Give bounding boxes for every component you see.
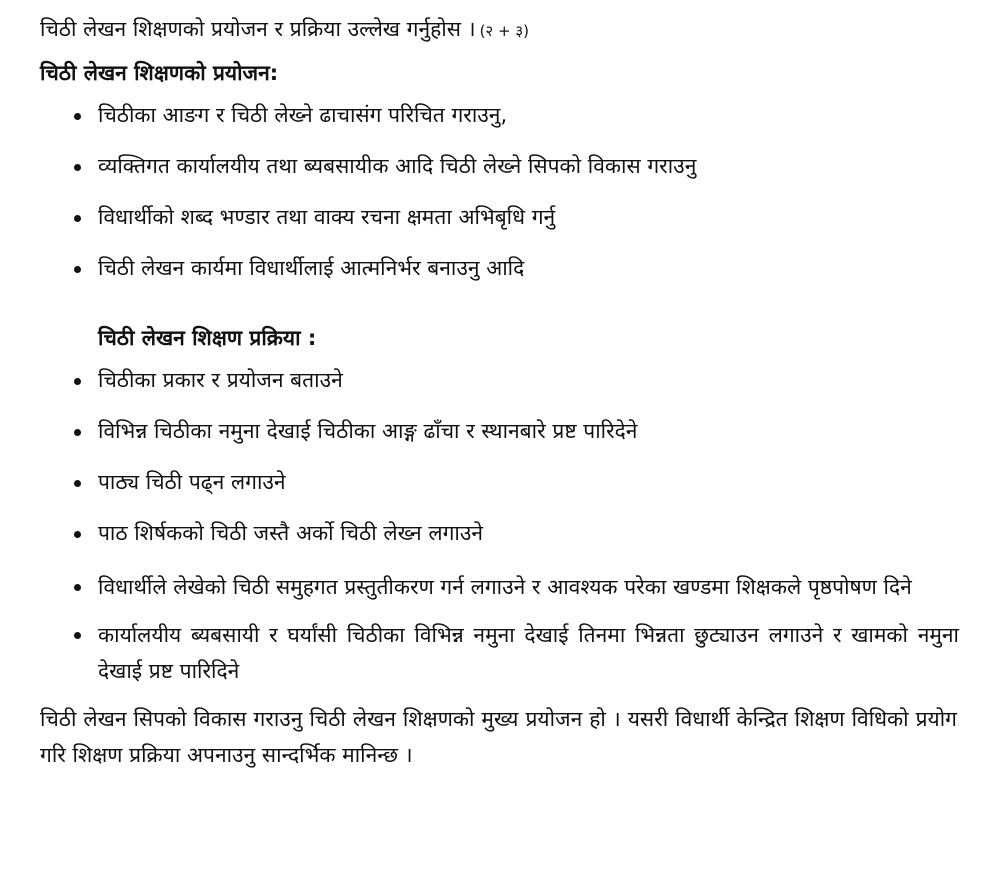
process-heading: चिठी लेखन शिक्षण प्रक्रिया :: [98, 326, 317, 350]
bullet-icon: [74, 632, 81, 639]
list-item-text: पाठ शिर्षकको चिठी जस्तै अर्को चिठी लेख्न लगाउने: [98, 521, 483, 545]
list-item: [40, 202, 959, 232]
list-item: [40, 100, 959, 130]
list-item: [40, 617, 959, 689]
list-item: [40, 569, 959, 605]
bullet-icon: [74, 531, 81, 538]
bullet-icon: [74, 378, 81, 385]
list-item-text: चिठीका प्रकार र प्रयोजन बताउने: [98, 368, 343, 392]
question-line: [40, 14, 959, 46]
list-item-text: व्यक्तिगत कार्यालयीय तथा ब्यबसायीक आदि चिठी लेख्ने सिपको विकास गराउनु: [98, 154, 697, 178]
bullet-icon: [74, 429, 81, 436]
question-marks: (२ + ३): [479, 22, 529, 40]
list-item-text: कार्यालयीय ब्यबसायी र घर्यांसी चिठीका विभिन्न नमुना देखाई तिनमा भिन्नता छुट्याउन लगाउने र खामको नमुना देखाई प्रष्ट पारिदिने: [98, 623, 959, 683]
bullet-icon: [74, 480, 81, 487]
list-item-text: चिठीका आङग र चिठी लेख्ने ढाचासंग परिचित गराउनु,: [98, 103, 508, 127]
bullet-icon: [74, 266, 81, 273]
question-text: चिठी लेखन शिक्षणको प्रयोजन र प्रक्रिया उल्लेख गर्नुहोस ।: [40, 17, 476, 41]
list-item: [40, 151, 959, 181]
bullet-icon: [74, 215, 81, 222]
list-item: [40, 518, 959, 548]
process-list: [40, 365, 959, 689]
list-item-text: पाठ्य चिठी पढ्न लगाउने: [98, 470, 286, 494]
purpose-heading: चिठी लेखन शिक्षणको प्रयोजन:: [40, 61, 279, 85]
list-item-text: विभिन्न चिठीका नमुना देखाई चिठीका आङ्ग ढाँचा र स्थानबारे प्रष्ट पारिदेने: [98, 419, 638, 443]
list-item: [40, 467, 959, 497]
list-item: [40, 365, 959, 395]
bullet-icon: [74, 584, 81, 591]
list-item: [40, 253, 959, 283]
list-item-text: विधार्थीले लेखेको चिठी समुहगत प्रस्तुतीकरण गर्न लगाउने र आवश्यक परेका खण्डमा शिक्षकले पृष्ठपोषण दिने: [98, 575, 912, 599]
list-item-text: चिठी लेखन कार्यमा विधार्थीलाई आत्मनिर्भर बनाउनु आदि: [98, 256, 525, 280]
closing-paragraph: चिठी लेखन सिपको विकास गराउनु चिठी लेखन शिक्षणको मुख्य प्रयोजन हो । यसरी विधार्थी केन्द्रित शिक्षण विधिको प्रयोग गरि शिक्षण प्रक्रिया अपनाउनु सान्दर्भिक मानिन्छ ।: [40, 707, 957, 767]
bullet-icon: [74, 164, 81, 171]
list-item: [40, 416, 959, 446]
list-item-text: विधार्थीको शब्द भण्डार तथा वाक्य रचना क्षमता अभिबृधि गर्नु: [98, 205, 556, 229]
bullet-icon: [74, 113, 81, 120]
purpose-list: [40, 100, 959, 283]
